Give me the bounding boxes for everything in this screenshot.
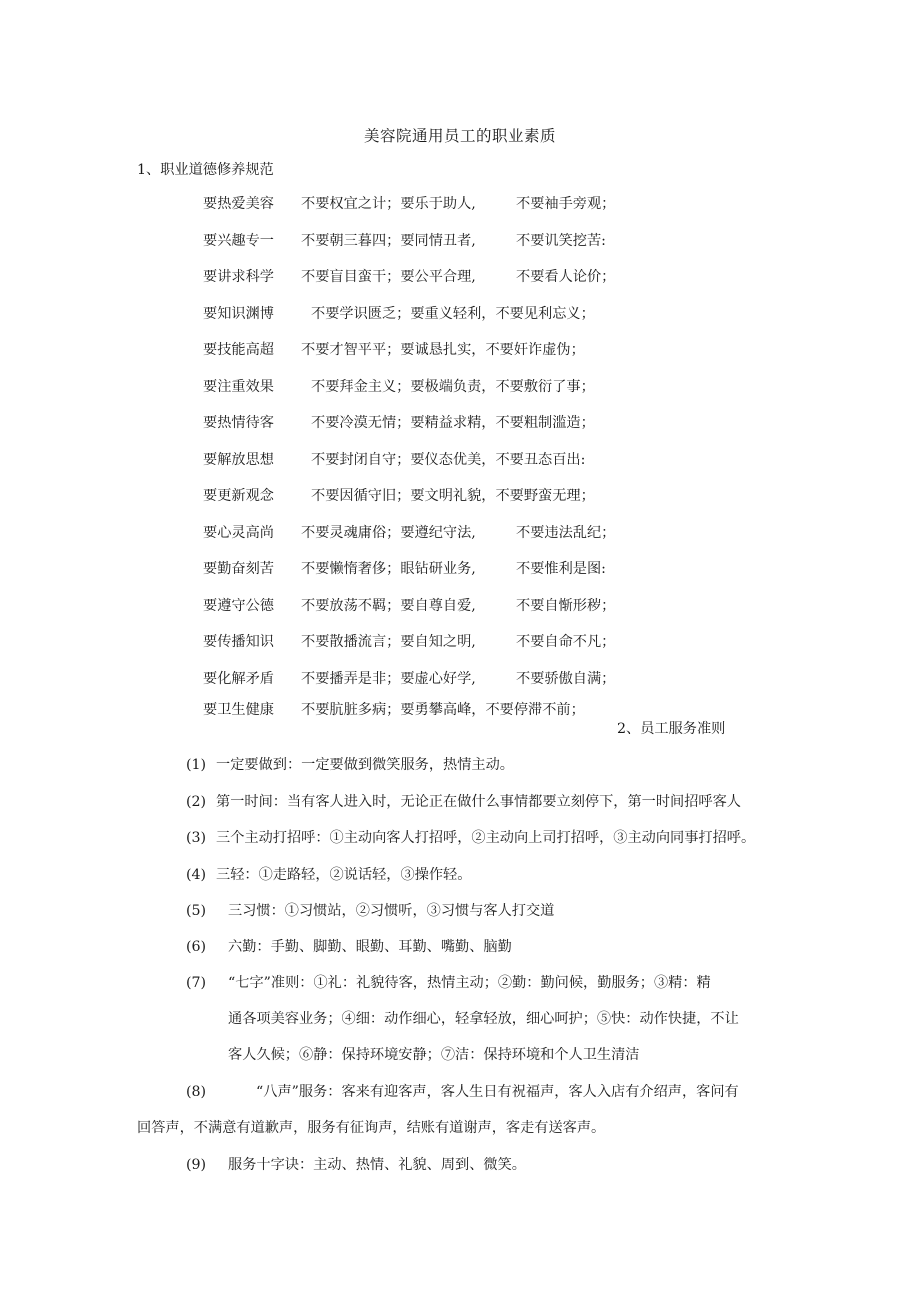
service-rule-item [186, 974, 711, 992]
ethics-row-col-a: 要热情待客 [203, 415, 274, 431]
item-number: (4) [186, 867, 207, 883]
ethics-row-col-a: 要化解矛盾 [203, 671, 274, 687]
item-number: (8) [186, 1084, 207, 1100]
ethics-row [203, 195, 615, 213]
item-text: 一定要做到：一定要做到微笑服务，热情主动。 [216, 757, 514, 773]
ethics-row-col-b: 不要权宜之计；要乐于助人, [301, 196, 476, 212]
service-rule-item [186, 866, 471, 884]
ethics-row-col-a: 要兴趣专一 [203, 233, 274, 249]
ethics-row [203, 268, 615, 286]
item-number: (3) [186, 830, 207, 846]
service-rule-item [186, 1083, 739, 1101]
ethics-row [203, 414, 595, 432]
ethics-row-col-b: 不要灵魂庸俗；要遵纪守法, [301, 525, 476, 541]
ethics-row-col-c: 不要看人论价； [516, 269, 616, 285]
ethics-row [203, 232, 606, 250]
ethics-row-col-a: 要更新观念 [203, 488, 274, 504]
service-rule-item [186, 756, 514, 774]
ethics-row-col-c: 不要袖手旁观； [516, 196, 616, 212]
ethics-row-col-b: 不要学识匮乏；要重义轻利，不要见利忘义； [311, 306, 595, 322]
item-text: 三轻：①走路轻，②说话轻，③操作轻。 [216, 867, 472, 883]
document-title: 美容院通用员工的职业素质 [363, 127, 556, 145]
ethics-row [203, 487, 595, 505]
item-text: 六勤：手勤、脚勤、眼勤、耳勤、嘴勤、脑勤 [228, 939, 512, 955]
ethics-row-col-b: 不要冷漠无情；要精益求精，不要粗制滥造； [311, 415, 595, 431]
service-rule-item [186, 829, 755, 847]
ethics-row [203, 524, 615, 542]
ethics-row-col-b: 不要散播流言；要自知之明, [301, 634, 476, 650]
ethics-row [203, 597, 615, 615]
item-text: 服务十字诀：主动、热情、礼貌、周到、微笑。 [228, 1157, 526, 1173]
ethics-row-col-a: 要解放思想 [203, 452, 274, 468]
ethics-row-col-c: 不要违法乱纪； [516, 525, 616, 541]
ethics-row-col-c: 不要骄傲自满； [516, 671, 616, 687]
ethics-row-col-b: 不要肮脏多病；要勇攀高峰，不要停滞不前； [301, 702, 585, 718]
item-number: (7) [186, 975, 207, 991]
item-text: “七字”准则：①礼：礼貌待客，热情主动；②勤：勤问候，勤服务；③精：精 [228, 975, 711, 991]
ethics-row [203, 633, 615, 651]
ethics-row-col-c: 不要自惭形秽； [516, 598, 616, 614]
ethics-row-col-a: 要讲求科学 [203, 269, 274, 285]
ethics-row-col-b: 不要放荡不羁；要自尊自爱, [301, 598, 476, 614]
ethics-row [203, 560, 606, 578]
service-rule-item [186, 938, 512, 956]
ethics-row-col-b: 不要播弄是非；要虚心好学, [301, 671, 476, 687]
ethics-row-col-c: 不要讥笑挖苦: [516, 233, 606, 249]
item-number: (2) [186, 794, 207, 810]
ethics-row-col-a: 要知识渊博 [203, 306, 274, 322]
service-rule-item [186, 793, 741, 811]
ethics-row-col-a: 要卫生健康 [203, 702, 274, 718]
ethics-row-col-a: 要传播知识 [203, 634, 274, 650]
item-text: “八声”服务：客来有迎客声，客人生日有祝福声，客人入店有介绍声，客问有 [256, 1084, 739, 1100]
item-number: (6) [186, 939, 207, 955]
ethics-row-col-a: 要勤奋刻苦 [203, 561, 274, 577]
ethics-row-col-c: 不要自命不凡； [516, 634, 616, 650]
item-text: 第一时间：当有客人进入时，无论正在做什么事情都要立刻停下，第一时间招呼客人 [216, 794, 741, 810]
service-rule-item [186, 902, 554, 920]
ethics-row [203, 341, 585, 359]
service-rule-item [186, 1156, 526, 1174]
ethics-row-col-a: 要心灵高尚 [203, 525, 274, 541]
item-number: (1) [186, 757, 207, 773]
ethics-row [203, 305, 595, 323]
ethics-row [203, 378, 595, 396]
ethics-row-col-a: 要注重效果 [203, 379, 274, 395]
item-text: 三习惯：①习惯站，②习惯听，③习惯与客人打交道 [228, 903, 555, 919]
ethics-row-col-a: 要热爱美容 [203, 196, 274, 212]
item-number: (9) [186, 1157, 207, 1173]
ethics-row [203, 670, 615, 688]
section2-heading: 2、员工服务准则 [617, 721, 726, 737]
ethics-row [203, 451, 585, 469]
ethics-row-col-c: 不要惟利是图: [516, 561, 606, 577]
item-text: 三个主动打招呼：①主动向客人打招呼，②主动向上司打招呼，③主动向同事打招呼。 [216, 830, 756, 846]
ethics-row-col-b: 不要封闭自守；要仪态优美，不要丑态百出: [311, 452, 586, 468]
ethics-row-col-a: 要遵守公德 [203, 598, 274, 614]
ethics-row-col-b: 不要懒惰奢侈；眼钻研业务, [301, 561, 476, 577]
item-text-continued: 通各项美容业务；④细：动作细心，轻拿轻放，细心呵护；⑤快：动作快捷，不让 [228, 1011, 739, 1027]
item-number: (5) [186, 903, 207, 919]
ethics-row-col-a: 要技能高超 [203, 342, 274, 358]
ethics-row [203, 701, 585, 719]
ethics-row-col-b: 不要因循守旧；要文明礼貌，不要野蛮无理； [311, 488, 595, 504]
ethics-row-col-b: 不要盲目蛮干；要公平合理, [301, 269, 476, 285]
section1-heading: 1、职业道德修养规范 [137, 162, 274, 178]
item-text-continued: 回答声，不满意有道歉声，服务有征询声，结账有道谢声，客走有送客声。 [137, 1120, 606, 1136]
ethics-row-col-b: 不要才智平平；要诚恳扎实，不要奸诈虚伪； [301, 342, 585, 358]
item-text-continued: 客人久候；⑥静：保持环境安静；⑦洁：保持环境和个人卫生清洁 [228, 1047, 640, 1063]
ethics-row-col-b: 不要拜金主义；要极端负责，不要敷衍了事； [311, 379, 595, 395]
ethics-row-col-b: 不要朝三暮四；要同情丑者, [301, 233, 476, 249]
